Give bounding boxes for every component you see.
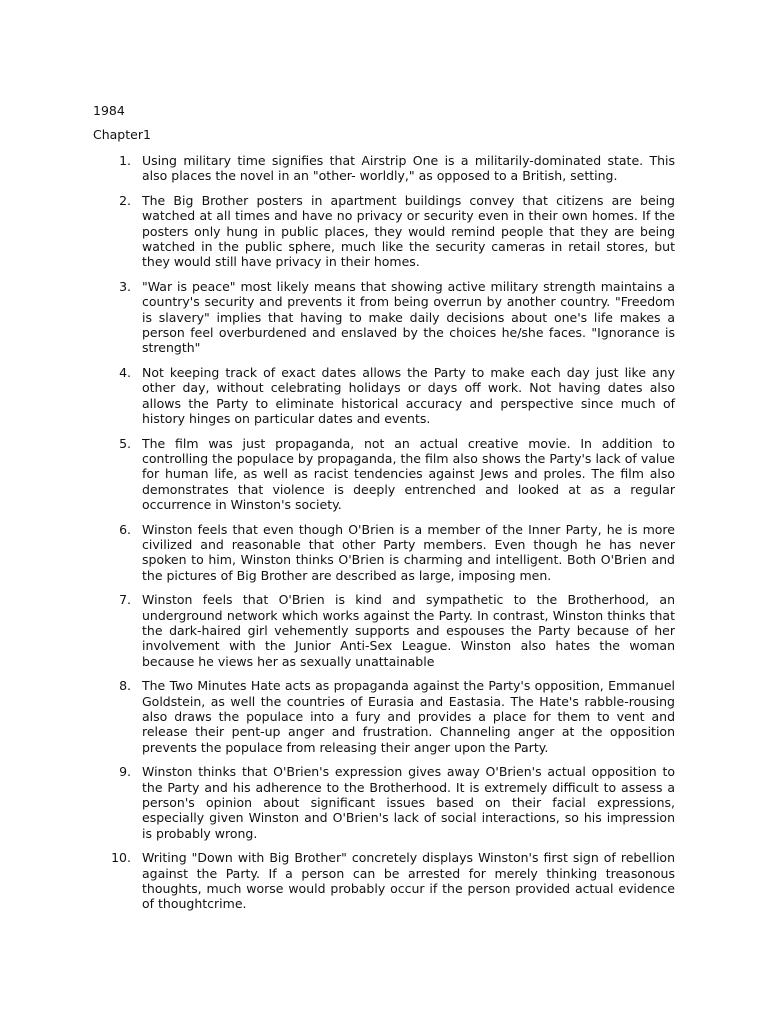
list-item [93,678,675,754]
item-text: "War is peace" most likely means that showing active military strength maintains a country's security and prevents it from being overrun by another country. "Freedom is slavery" implies that having to make daily decisions about one's life makes a person feel overburdened and enslaved by the choices he/she faces. "Ignorance is strength" [142,279,675,356]
item-number: 8. [119,678,131,694]
item-number: 9. [119,764,131,780]
list-item [93,850,675,911]
item-text: The film was just propaganda, not an actual creative movie. In addition to controlling the populace by propaganda, the film also shows the Party's lack of value for human life, as well as racist tendencies against Jews and proles. The film also demonstrates that violence is deeply entrenched and looked at as a regular occurrence in Winston's society. [142,435,675,512]
item-number: 5. [119,435,131,451]
chapter-heading: Chapter1 [93,127,151,142]
item-text: Winston feels that even though O'Brien is a member of the Inner Party, he is more civilized and reasonable that other Party members. Even though he has never spoken to him, Winston thinks O'Brien is charming and intelligent. Both O'Brien and the pictures of Big Brother are described as large, imposing men. [142,521,675,583]
list-item [93,522,675,583]
list-item [93,193,675,269]
item-number: 2. [119,193,131,209]
item-text: Using military time signifies that Airstrip One is a militarily-dominated state. This also places the novel in an "other- worldly," as opposed to a British, setting. [142,153,675,184]
item-number: 10. [111,850,131,866]
list-item [93,592,675,668]
item-text: The Big Brother posters in apartment buildings convey that citizens are being watched at all times and have no privacy or security even in their own homes. If the posters only hung in public places, they would remind people that they are being watched in the public sphere, much like the security cameras in retail stores, but they would still have privacy in their homes. [142,193,675,270]
list-item [93,153,675,184]
document-title: 1984 [93,103,125,118]
item-number: 7. [119,592,131,608]
item-number: 1. [119,153,131,168]
item-number: 3. [119,279,131,295]
list-item [93,365,675,426]
item-text: Winston thinks that O'Brien's expression gives away O'Brien's actual opposition to the Party and his adherence to the Brotherhood. It is extremely difficult to assess a person's opinion about significant issues based on their facial expressions, especially given Winston and O'Brien's lack of social interactions, so his impression is probably wrong. [142,764,675,841]
item-number: 6. [119,521,131,537]
list-item [93,279,675,355]
item-text: Writing "Down with Big Brother" concretely displays Winston's first sign of rebellion against the Party. If a person can be arrested for merely thinking treasonous thoughts, much worse would probably occur if the person provided actual evidence of thoughtcrime. [142,850,675,912]
item-text: The Two Minutes Hate acts as propaganda against the Party's opposition, Emmanuel Goldstein, as well the countries of Eurasia and Eastasia. The Hate's rabble-rousing also draws the populace into a fury and provides a place for them to vent and release their pent-up anger and frustration. Channeling anger at the opposition prevents the populace from releasing their anger upon the Party. [142,678,675,755]
list-item [93,764,675,840]
answer-list [93,153,675,921]
item-number: 4. [119,365,131,381]
item-text: Not keeping track of exact dates allows the Party to make each day just like any other day, without celebrating holidays or days off work. Not having dates also allows the Party to eliminate historical accuracy and perspective since much of history hinges on particular dates and events. [142,365,675,426]
list-item [93,436,675,512]
item-text: Winston feels that O'Brien is kind and sympathetic to the Brotherhood, an underground network which works against the Party. In contrast, Winston thinks that the dark-haired girl vehemently supports and espouses the Party because of her involvement with the Junior Anti-Sex League. Winston also hates the woman because he views her as sexually unattainable [142,592,675,669]
